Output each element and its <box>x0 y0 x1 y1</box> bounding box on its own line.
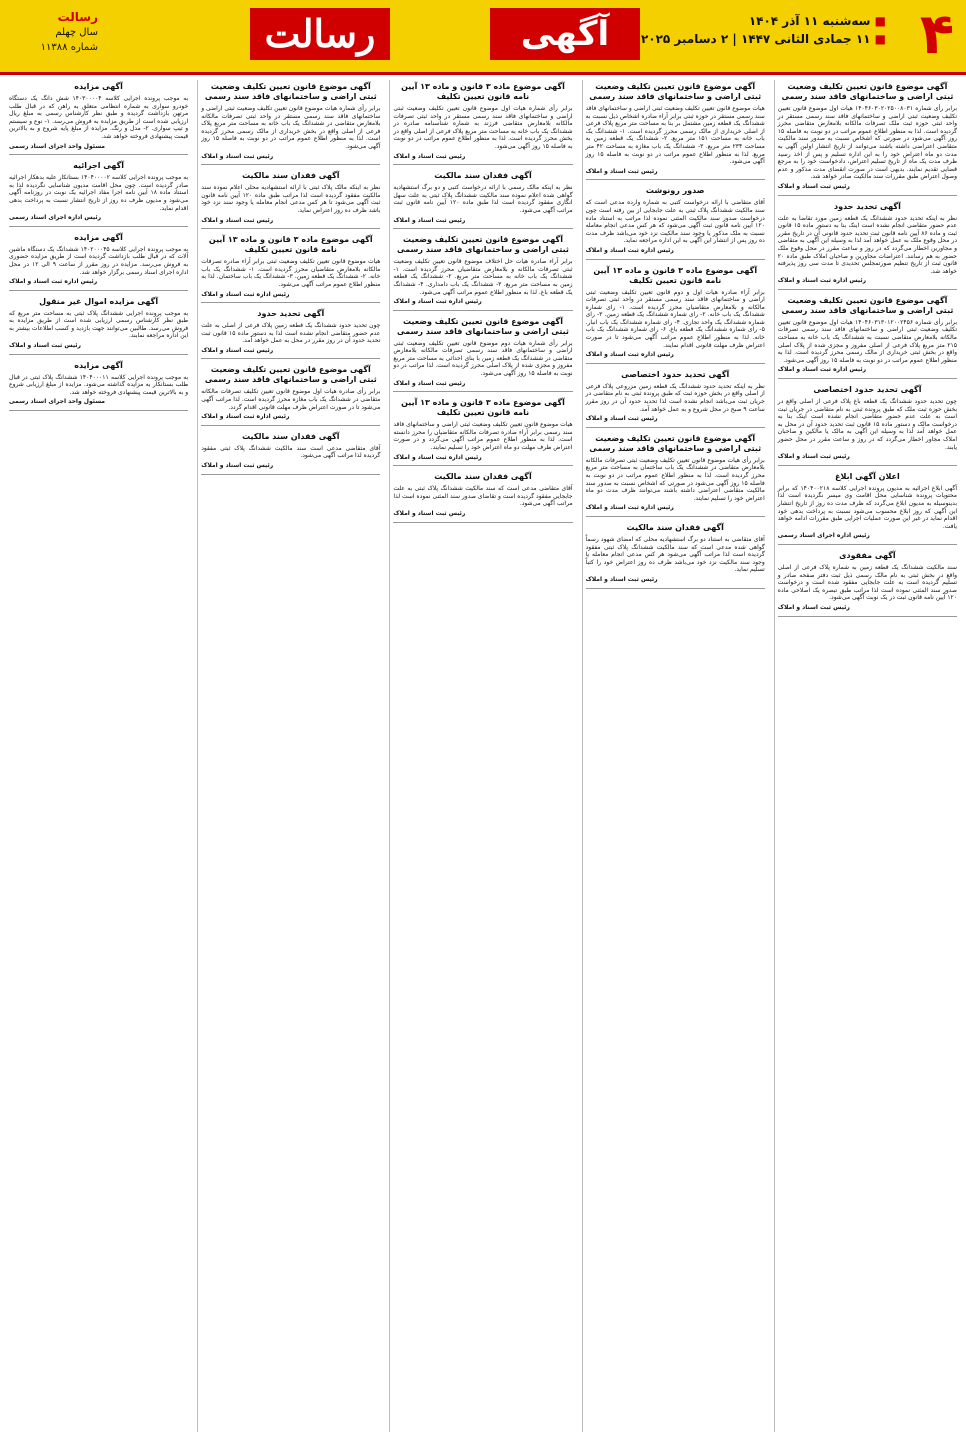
notice-title: آگهی مزایده <box>74 82 123 91</box>
notice-title: آگهی فقدان سند مالکیت <box>242 171 340 181</box>
notice-signature: رئیس اداره ثبت اسناد و املاک <box>777 366 867 374</box>
notice <box>586 370 765 428</box>
date-block <box>641 12 886 48</box>
notice-title: آگهی موضوع ماده ۳ قانون و ماده ۱۳ آیین نامه قانون تعیین تکلیف <box>401 398 565 418</box>
notice-signature: رئیس ثبت اسناد و املاک <box>777 182 850 190</box>
notice <box>778 82 957 196</box>
notice-title: آگهی موضوع قانون تعیین تکلیف وضعیت ثبتی اراضی و ساختمانهای فاقد سند رسمی <box>204 82 377 101</box>
notice-body: آقای متقاضی با ارائه درخواست کتبی به شماره وارده مدعی است که سند مالکیت ششدانگ پلاک ثبتی به علت جابجایی از بین رفته است چون درخواست صدور سند مالکیت المثنی نموده لذا مراتب به استناد ماده ۱۲۰ آیین نامه قانون ثبت آگهی می‌شود که هر کس مدعی انجام معامله نسبت به ملک مذکور یا وجود سند مالکیت نزد خود می‌باشد ظرف مدت ده روز پس از انتشار این آگهی به این اداره مراجعه نماید. <box>585 199 765 245</box>
notice-title: آگهی فقدان سند مالکیت <box>242 431 340 441</box>
notice-title: صدور رونوشت <box>645 186 705 196</box>
notice-title: آگهی فقدان سند مالکیت <box>626 522 724 532</box>
notice-body: برابر رأی شماره هیات اول موضوع قانون تعیین تکلیف وضعیت ثبتی اراضی و ساختمانهای فاقد سند رسمی مستقر در واحد ثبتی تصرفات مالکانه بلامعارض متقاضی فرزند به شماره شناسنامه صادره در ششدانگ یک باب خانه به مساحت متر مربع پلاک فرعی از اصلی واقع در بخش محرز گردیده است. لذا به منظور اطلاع عموم مراتب در دو نوبت به فاصله ۱۵ روز آگهی می‌شود. <box>393 105 573 150</box>
notice <box>778 296 957 379</box>
notice <box>586 523 765 589</box>
notice <box>586 186 765 259</box>
notice-signature: رئیس ثبت اسناد و املاک <box>201 216 274 224</box>
notice <box>778 385 957 466</box>
notice-body: برابر آراء صادره هیات حل اختلاف موضوع قانون تعیین تکلیف وضعیت ثبتی تصرفات مالکانه و بلامعارض متقاضیان محرز گردیده است. ۱- ششدانگ یک باب خانه به مساحت متر مربع. ۲- ششدانگ یک قطعه زمین به مساحت متر مربع. ۳- ششدانگ یک باب دامداری. ۴- ششدانگ یک قطعه باغ. لذا به منظور اطلاع عموم مراتب آگهی می‌شود. <box>393 258 573 296</box>
notice-signature: رئیس اداره ثبت اسناد و املاک <box>585 246 674 254</box>
notice-signature: رئیس اداره اجرای اسناد رسمی <box>8 214 102 222</box>
notice-signature: رئیس اداره ثبت اسناد و املاک <box>585 504 674 512</box>
notice-title: آگهی تحدید حدود اختصاصی <box>621 369 730 379</box>
notice-title: آگهی موضوع ماده ۳ قانون و ماده ۱۳ آیین نامه قانون تعیین تکلیف <box>208 235 373 255</box>
date-line-2: ■ ۱۱ جمادی الثانی ۱۴۴۷ | ۲ دسامبر ۲۰۲۵ <box>640 32 886 46</box>
notice-title: آگهی موضوع ماده ۳ قانون و ماده ۱۳ آیین نامه قانون تعیین تکلیف <box>401 82 565 101</box>
notice-title: آگهی تحدید حدود <box>257 309 325 319</box>
notice-title: آگهی فقدان سند مالکیت <box>434 472 532 482</box>
notice-body: برابر رأی هیات موضوع قانون تعیین تکلیف وضعیت ثبتی تصرفات مالکانه بلامعارض متقاضی در ششدانگ یک باب ساختمان به مساحت متر مربع محرز گردیده است. لذا به منظور اطلاع عموم مراتب در دو نوبت به فاصله ۱۵ روز آگهی می‌شود در صورتی که اشخاص نسبت به صدور سند مالکیت متقاضی اعتراضی داشته باشند می‌توانند ظرف مدت دو ماه اعتراض خود را تسلیم نمایند. <box>585 456 765 502</box>
notice-body: هیات موضوع قانون تعیین تکلیف وضعیت ثبتی اراضی و ساختمانهای فاقد سند رسمی مستقر در حوزه ثبتی برابر آراء صادره اشخاص ذیل نسبت به ششدانگ یک قطعه زمین مشتمل بر بنا به مساحت متر مربع پلاک فرعی از اصلی خریداری از مالک رسمی محرز گردیده است. ۱- ششدانگ یک باب خانه به مساحت ۱۵۱ متر مربع. ۲- ششدانگ یک قطعه زمین به مساحت ۲۳۴ متر مربع. ۳- ششدانگ یک باب مغازه به مساحت ۴۲ متر مربع. لذا به منظور اطلاع عموم مراتب در دو نوبت به فاصله ۱۵ روز آگهی می‌شود. <box>585 105 765 166</box>
ad-column <box>6 80 191 1432</box>
notice-signature: رئیس ثبت اسناد و املاک <box>393 152 466 160</box>
notice-body: آقای متقاضی مدعی است که سند مالکیت ششدانگ پلاک ثبتی به علت جابجایی مفقود گردیده است و تقاضای صدور سند المثنی نموده است لذا مراتب آگهی می‌شود. <box>393 485 573 508</box>
notice <box>201 82 380 165</box>
notice-signature: رئیس ثبت اسناد و املاک <box>201 346 274 354</box>
notice-body: به موجب پرونده اجرایی ششدانگ پلاک ثبتی به مساحت متر مربع که طبق نظر کارشناس رسمی ارزیابی شده است از طریق مزایده به فروش می‌رسد. طالبین می‌توانند جهت بازدید و کسب اطلاعات بیشتر به این اداره مراجعه نمایند. <box>8 309 189 340</box>
notice-body: به موجب پرونده اجرایی کلاسه ۱۴۰۳۰۰۰۰۴ شش دانگ یک دستگاه خودرو سواری به شماره انتظامی متعلق به راهن که در قبال طلب مرتهن بازداشت گردیده و طبق نظر کارشناس رسمی به مبلغ ریال ارزیابی شده است از طریق مزایده به فروش می‌رسد. ۱- نوع و سیستم و تیپ سواری. ۲- مدل و رنگ. مزایده از مبلغ پایه شروع و به بالاترین قیمت پیشنهادی فروخته خواهد شد. <box>8 95 189 140</box>
notice-body: نظر به اینکه تحدید حدود ششدانگ یک قطعه زمین مزروعی پلاک فرعی از اصلی واقع در بخش حوزه ثبت که طبق پرونده ثبتی به نام متقاضی در جریان ثبت می‌باشد انجام نشده است لذا تحدید حدود آن در روز مقرر ساعت ۹ صبح در محل شروع و به عمل خواهد آمد. <box>585 382 765 413</box>
edition-info <box>8 10 98 55</box>
notice-title: آگهی موضوع قانون تعیین تکلیف وضعیت ثبتی اراضی و ساختمانهای فاقد سند رسمی <box>589 433 762 453</box>
notice <box>201 235 380 303</box>
notice-signature: رئیس اداره ثبت اسناد و املاک <box>585 351 674 359</box>
notice <box>778 551 957 617</box>
notice-signature: رئیس ثبت اسناد و املاک <box>585 575 658 583</box>
notice-body: برابر رأی شماره هیات دوم موضوع قانون تعیین تکلیف وضعیت ثبتی اراضی و ساختمانهای فاقد سند رسمی تصرفات مالکانه بلامعارض متقاضی در ششدانگ یک قطعه زمین با بنای احداثی به مساحت متر مربع مفروز و مجزی شده از پلاک اصلی محرز گردیده است. لذا مراتب در دو نوبت به فاصله ۱۵ روز آگهی می‌شود. <box>393 339 573 378</box>
notice <box>393 398 572 466</box>
section-title: آگهی <box>490 8 640 60</box>
notice <box>393 472 572 522</box>
notice <box>9 297 188 355</box>
notice <box>9 233 188 291</box>
notice-body: آگهی ابلاغ اجرائیه به مدیون پرونده اجرایی کلاسه ۱۴۰۴۰۰۲۱۸ که برابر محتویات پرونده شناسایی محل اقامت وی میسر نگردیده است لذا بدینوسیله به مدیون ابلاغ می‌گردد که ظرف مدت ده روز از تاریخ انتشار این آگهی که روز ابلاغ محسوب می‌شود نسبت به پرداخت بدهی خود اقدام نماید در غیر این صورت عملیات اجرایی طبق مقررات ادامه خواهد یافت. <box>777 484 957 530</box>
ad-column <box>774 80 960 1432</box>
notice-signature: رئیس اداره ثبت اسناد و املاک <box>777 277 867 285</box>
notice-signature: رئیس اداره ثبت اسناد و املاک <box>201 413 290 421</box>
notice-signature: رئیس اداره ثبت اسناد و املاک <box>393 298 482 306</box>
notice-signature: رئیس ثبت اسناد و املاک <box>777 453 850 461</box>
notice-signature: رئیس ثبت اسناد و املاک <box>393 379 466 387</box>
edition-logo: رسالت <box>57 10 98 24</box>
notice <box>201 432 380 475</box>
notice-body: هیات موضوع قانون تعیین تکلیف وضعیت ثبتی اراضی و ساختمانهای فاقد سند رسمی برابر آراء صادره تصرفات مالکانه متقاضیان را محرز دانسته است. لذا به منظور اطلاع عموم مراتب آگهی می‌گردد و در صورت اعتراض ظرف مهلت دو ماه اعتراض خود را تسلیم نمایند. <box>393 421 573 452</box>
notice-signature: رئیس ثبت اسناد و املاک <box>201 152 274 160</box>
notice-signature: رئیس ثبت اسناد و املاک <box>393 216 466 224</box>
notice <box>9 361 188 411</box>
date-line-1: ■ سه‌شنبه ۱۱ آذر ۱۴۰۴ <box>748 14 886 28</box>
notice-body: به موجب پرونده اجرایی کلاسه ۱۴۰۴۰۰۰۱۱ ششدانگ پلاک ثبتی در قبال طلب بستانکار به مزایده گذاشته می‌شود. مزایده از مبلغ ارزیابی شروع و به بالاترین قیمت پیشنهادی فروخته خواهد شد. <box>8 373 189 396</box>
masthead <box>0 0 966 75</box>
notice-body: به موجب پرونده اجرایی کلاسه ۱۴۰۴۰۰۰۰۲ بستانکار علیه بدهکار اجرائیه صادر گردیده است. چون محل اقامت مدیون شناسایی نگردیده لذا به استناد ماده ۱۸ آیین نامه اجرا مفاد اجرائیه یک نوبت در روزنامه آگهی می‌شود و مدیون ظرف ده روز از تاریخ انتشار نسبت به پرداخت بدهی اقدام نماید. <box>8 174 189 212</box>
notice <box>393 235 572 311</box>
notice-title: آگهی مزایده <box>74 232 123 242</box>
notice-title: اعلان آگهی ابلاغ <box>835 471 900 481</box>
notice-body: برابر رأی شماره هیات موضوع قانون تعیین تکلیف وضعیت ثبتی اراضی و ساختمانهای فاقد سند رسمی مستقر در واحد ثبتی تصرفات مالکانه بلامعارض متقاضی در ششدانگ یک باب خانه به مساحت متر مربع پلاک فرعی از اصلی واقع در بخش خریداری از مالک رسمی محرز گردیده است. لذا به منظور اطلاع عموم مراتب در دو نوبت به فاصله ۱۵ روز آگهی می‌شود. <box>201 105 381 150</box>
notice <box>586 82 765 180</box>
edition-year: سال چهلم <box>55 27 98 38</box>
notice-signature: رئیس اداره ثبت اسناد و املاک <box>201 290 290 298</box>
notice-signature: مسئول واحد اجرای اسناد رسمی <box>8 142 106 150</box>
notice-signature: رئیس ثبت اسناد و املاک <box>201 462 274 470</box>
notice <box>778 472 957 545</box>
notice <box>393 317 572 393</box>
notice <box>9 161 188 227</box>
notice-body: هیات موضوع قانون تعیین تکلیف وضعیت ثبتی برابر آراء صادره تصرفات مالکانه بلامعارض متقاضیان محرز گردیده است. ۱- ششدانگ یک باب خانه. ۲- ششدانگ یک قطعه زمین. ۳- ششدانگ یک باب ساختمان. لذا به منظور اطلاع عموم مراتب آگهی می‌شود. <box>201 258 381 288</box>
notice-signature: رئیس ثبت اسناد و املاک <box>585 167 658 175</box>
notice-body: چون تحدید حدود ششدانگ یک قطعه باغ پلاک فرعی از اصلی واقع در بخش حوزه ثبت ملک که طبق پرونده ثبتی به نام متقاضی در جریان ثبت است به علت عدم حضور متقاضی انجام نشده است اینک بنا به درخواست مالک و دستور ماده ۱۵ قانون ثبت تحدید حدود آن در محل به عمل خواهد آمد لذا به وسیله این آگهی به مالک یا مالکین و صاحبان املاک مجاور اخطار می‌گردد که در روز و ساعت مقرر در محل حضور یابند. <box>777 398 957 451</box>
notice-body: چون تحدید حدود ششدانگ یک قطعه زمین پلاک فرعی از اصلی به علت عدم حضور متقاضی انجام نشده است لذا به دستور ماده ۱۵ قانون ثبت تحدید حدود آن در روز مقرر در محل به عمل خواهد آمد. <box>201 322 381 345</box>
notice-signature: رئیس ثبت اسناد و املاک <box>585 415 658 423</box>
notice <box>778 202 957 290</box>
notice-title: آگهی تحدید حدود اختصاصی <box>813 385 922 395</box>
notice-title: آگهی مفقودی <box>839 550 896 560</box>
notice-body: سند مالکیت ششدانگ یک قطعه زمین به شماره پلاک فرعی از اصلی واقع در بخش ثبتی به نام مالک رسمی ذیل ثبت دفتر صفحه صادر و تسلیم گردیده است به علت جابجایی مفقود شده است و درخواست صدور سند المثنی نموده است لذا مراتب طبق تبصره یک اصلاحی ماده ۱۲۰ آیین نامه قانون ثبت در یک نوبت آگهی می‌شود. <box>777 563 957 602</box>
notice-body: آقای متقاضی مدعی است سند مالکیت ششدانگ پلاک ثبتی مفقود گردیده لذا مراتب آگهی می‌شود. <box>201 444 381 460</box>
notice-title: آگهی موضوع قانون تعیین تکلیف وضعیت ثبتی اراضی و ساختمانهای فاقد سند رسمی <box>781 295 954 315</box>
notice-signature: رئیس اداره ثبت اسناد و املاک <box>8 278 98 286</box>
page-number: ۴ <box>919 2 954 67</box>
notice-signature: رئیس ثبت اسناد و املاک <box>393 510 466 517</box>
notice-title: آگهی مزایده اموال غیر منقول <box>39 296 159 306</box>
notice-body: برابر رأی صادره هیات اول موضوع قانون تعیین تکلیف تصرفات مالکانه متقاضی در ششدانگ یک باب مغازه محرز گردیده است. لذا مراتب آگهی می‌شود تا در صورت اعتراض ظرف مهلت قانونی اقدام گردد. <box>201 388 381 411</box>
notice-title: آگهی فقدان سند مالکیت <box>434 171 532 181</box>
notice <box>201 309 380 359</box>
notice-signature: رئیس اداره ثبت اسناد و املاک <box>393 453 482 461</box>
notice-body: نظر به اینکه تحدید حدود ششدانگ یک قطعه زمین مورد تقاضا به علت عدم حضور متقاضی انجام نشده است اینک بنا به دستور ماده ۱۵ قانون ثبت و ماده ۸۶ آیین نامه قانون ثبت تحدید حدود قانونی آن در تاریخ مقرر در محل وقوع ملک به عمل خواهد آمد لذا به وسیله این آگهی به متقاضی و مجاورین اخطار می‌گردد که در روز و ساعت مقرر در محل وقوع ملک حضور به هم رسانند. اعتراضات مجاورین و صاحبان املاک طبق ماده ۲۰ قانون ثبت از تاریخ تنظیم صورتمجلس تحدیدی تا مدت سی روز پذیرفته خواهد شد. <box>777 214 957 275</box>
notice <box>9 82 188 155</box>
notice-body: به موجب پرونده اجرایی کلاسه ۱۴۰۲۰۰۰۴۵ ششدانگ یک دستگاه ماشین آلات که در قبال طلب بازداشت گردیده است از طریق مزایده حضوری به فروش می‌رسد. مزایده در روز مقرر از ساعت ۹ الی ۱۲ در محل اداره اجرای اسناد رسمی برگزار خواهد شد. <box>8 245 189 276</box>
notice-title: آگهی موضوع قانون تعیین تکلیف وضعیت ثبتی اراضی و ساختمانهای فاقد سند رسمی <box>781 82 954 101</box>
notice <box>586 266 765 364</box>
notice-signature: رئیس اداره اجرای اسناد رسمی <box>777 532 870 540</box>
ad-column <box>389 80 575 1432</box>
ad-columns <box>6 80 960 1432</box>
notice <box>586 434 765 517</box>
notice-body: آقای متقاضی به استناد دو برگ استشهادیه محلی که امضای شهود رسماً گواهی شده مدعی است که سند مالکیت ششدانگ پلاک ثبتی مفقود گردیده است لذا مراتب آگهی می‌شود هر کس مدعی انجام معامله یا وجود سند مالکیت نزد خود می‌باشد ظرف ده روز اعتراض خود را کتباً تسلیم نماید. <box>585 535 765 574</box>
edition-issue: شماره ۱۱۳۸۸ <box>40 42 98 53</box>
ad-column <box>197 80 383 1432</box>
notice-title: آگهی موضوع قانون تعیین تکلیف وضعیت ثبتی اراضی و ساختمانهای فاقد سند رسمی <box>589 82 762 101</box>
notice-signature: رئیس ثبت اسناد و املاک <box>8 342 81 350</box>
notice <box>201 365 380 425</box>
ad-column <box>582 80 768 1432</box>
notice-title: آگهی اجرائیه <box>73 161 125 171</box>
notice-title: آگهی موضوع ماده ۳ قانون و ماده ۱۳ آیین نامه قانون تعیین تکلیف <box>593 265 758 285</box>
notice-title: آگهی موضوع قانون تعیین تکلیف وضعیت ثبتی اراضی و ساختمانهای فاقد سند رسمی <box>397 235 569 255</box>
notice-body: برابر آراء صادره هیات اول و دوم قانون تعیین تکلیف وضعیت ثبتی اراضی و ساختمانهای فاقد سند رسمی مستقر در واحد ثبتی تصرفات مالکانه و بلامعارض متقاضیان محرز گردیده است. ۱- رای شماره ششدانگ یک باب خانه. ۲- رای شماره ششدانگ یک قطعه زمین. ۳- رای شماره ششدانگ یک واحد تجاری. ۴- رای شماره ششدانگ یک باب انبار. ۵- رای شماره ششدانگ یک قطعه باغ. ۶- رای شماره ششدانگ یک باب خانه. لذا به منظور اطلاع عموم مراتب آگهی می‌شود تا در صورت اعتراض ظرف مهلت قانونی اقدام نمایند. <box>585 288 765 349</box>
notice-title: آگهی موضوع قانون تعیین تکلیف وضعیت ثبتی اراضی و ساختمانهای فاقد سند رسمی <box>397 316 569 336</box>
notice-body: برابر رأی شماره ۱۴۰۴۶۰۳۰۲۰۲۵۰۰۸۰۳۱ هیات اول موضوع قانون تعیین تکلیف وضعیت ثبتی اراضی و ساختمانهای فاقد سند رسمی مستقر در واحد ثبتی حوزه ثبت ملک تصرفات مالکانه بلامعارض متقاضی محرز گردیده است. لذا به منظور اطلاع عموم مراتب در دو نوبت به فاصله ۱۵ روز آگهی می‌شود در صورتی که اشخاص نسبت به صدور سند مالکیت متقاضی اعتراضی داشته باشند می‌توانند از تاریخ انتشار اولین آگهی به مدت دو ماه اعتراض خود را به این اداره تسلیم و پس از اخذ رسید ظرف مدت یک ماه از تاریخ تسلیم اعتراض، دادخواست خود را به مرجع قضایی تقدیم نمایند. بدیهی است در صورت انقضای مدت مذکور و عدم وصول اعتراض طبق مقررات سند مالکیت صادر خواهد شد. <box>777 105 958 181</box>
notice-signature: رئیس ثبت اسناد و املاک <box>777 603 850 611</box>
notice-signature: مسئول واحد اجرای اسناد رسمی <box>8 398 106 406</box>
notice-title: آگهی مزایده <box>74 360 123 370</box>
notice <box>201 171 380 229</box>
notice-body: نظر به اینکه مالک رسمی با ارائه درخواست کتبی و دو برگ استشهادیه گواهی شده اعلام نموده سند مالکیت ششدانگ پلاک ثبتی به علت سهل انگاری مفقود گردیده است لذا طبق ماده ۱۲۰ آیین نامه قانون ثبت مراتب آگهی می‌شود. <box>393 184 573 214</box>
notice <box>393 82 572 165</box>
notice <box>393 171 572 229</box>
notice-body: برابر رأی شماره ۱۴۰۴۶۰۳۱۳۰۱۲۰۰۲۴۵۶ هیات اول موضوع قانون تعیین تکلیف وضعیت ثبتی اراضی و ساختمانهای فاقد سند رسمی تصرفات مالکانه بلامعارض متقاضی نسبت به ششدانگ یک باب خانه به مساحت ۲۱۵ متر مربع پلاک فرعی از اصلی مفروز و مجزی شده از پلاک اصلی واقع در بخش ثبتی خریداری از مالک رسمی محرز گردیده است. لذا به منظور اطلاع عموم مراتب در دو نوبت به فاصله ۱۵ روز آگهی می‌شود. <box>777 318 958 364</box>
notice-title: آگهی تحدید حدود <box>833 201 901 211</box>
notice-body: نظر به اینکه مالک پلاک ثبتی با ارائه استشهادیه محلی اعلام نموده سند مالکیت مفقود گردیده است لذا مراتب طبق ماده ۱۲۰ آیین نامه قانون ثبت آگهی می‌شود تا هر کس مدعی انجام معامله یا وجود سند نزد خود باشد ظرف ده روز اعتراض نماید. <box>201 184 381 214</box>
notice-title: آگهی موضوع قانون تعیین تکلیف وضعیت ثبتی اراضی و ساختمانهای فاقد سند رسمی <box>204 365 377 385</box>
brand-logo: رسالت <box>250 8 390 60</box>
